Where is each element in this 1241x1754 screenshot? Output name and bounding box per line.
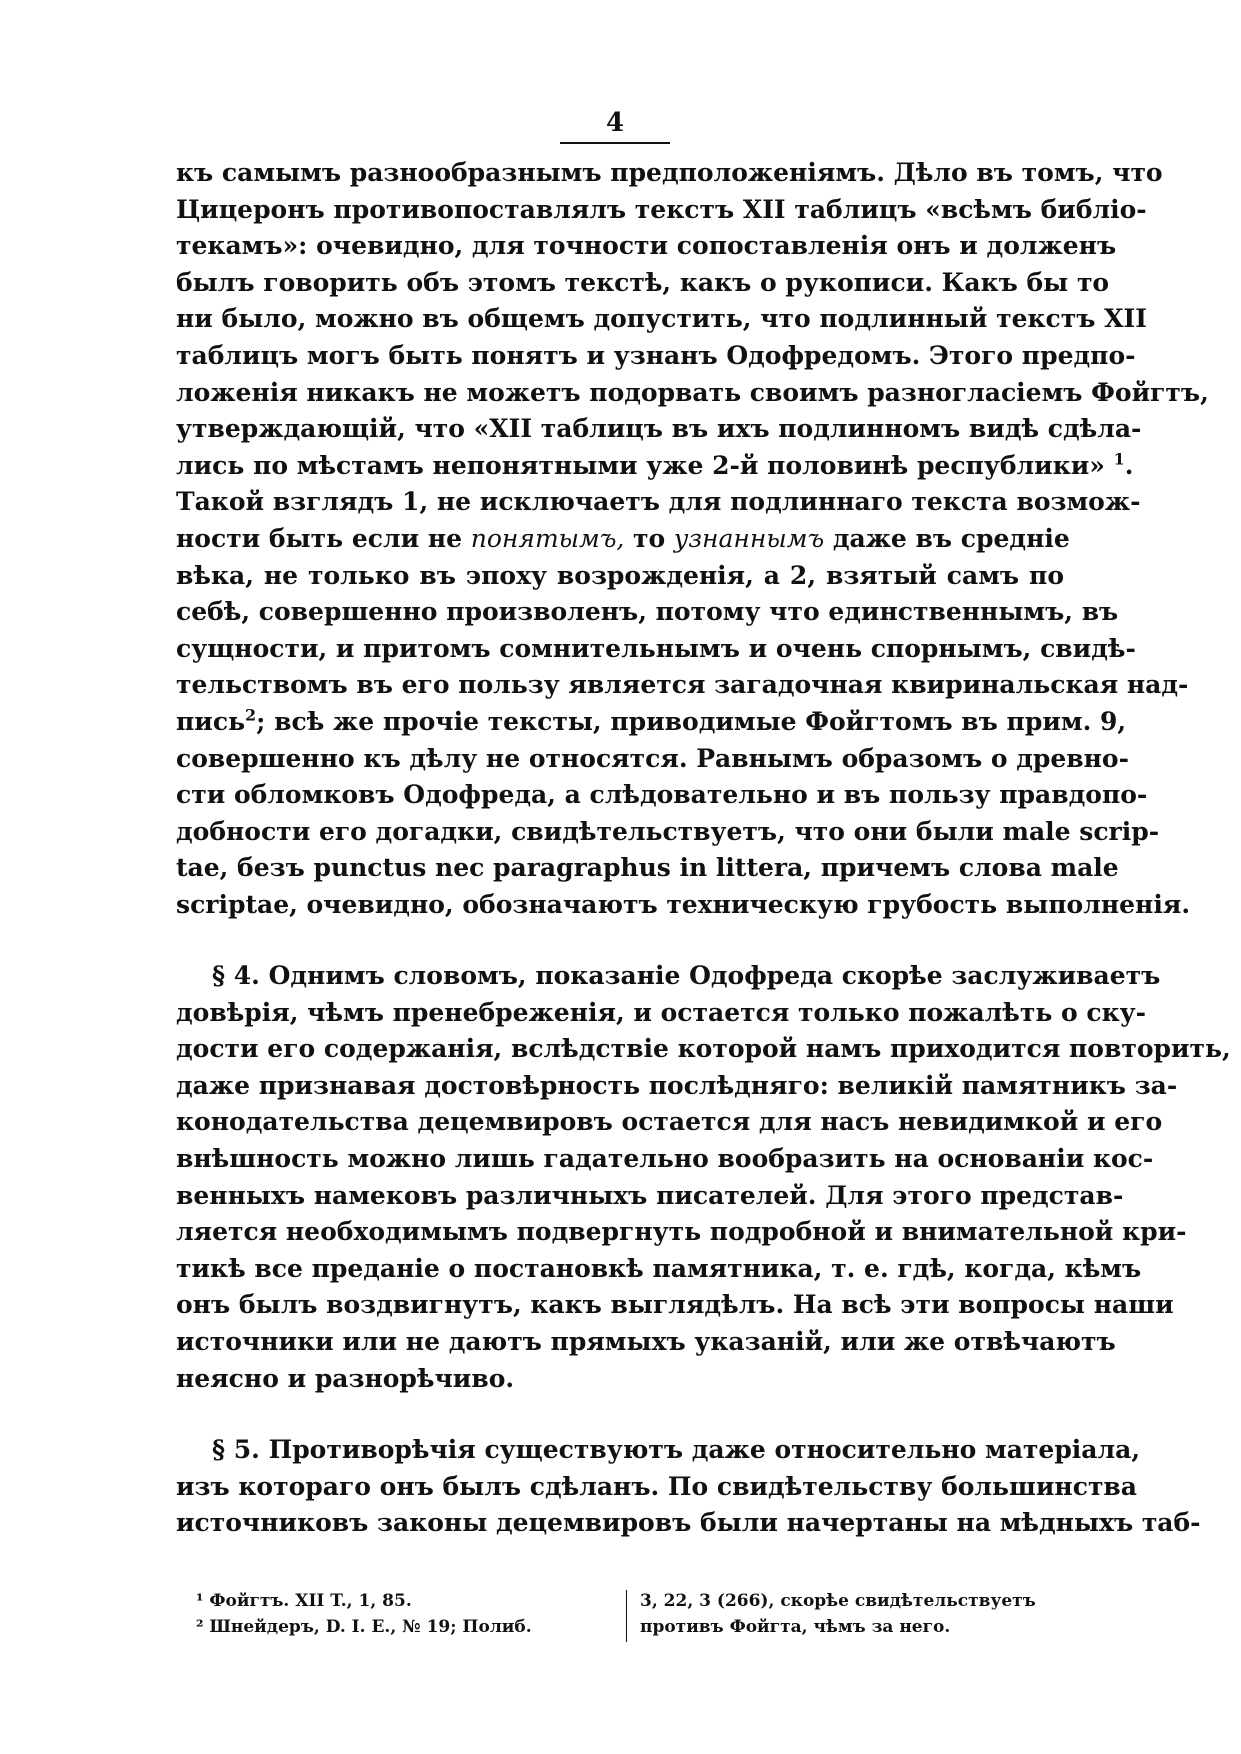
- text-line: неясно и разнорѣчиво.: [176, 1363, 515, 1393]
- text-line: себѣ, совершенно произволенъ, потому что единственнымъ, въ: [176, 597, 1119, 627]
- text-line: изъ котораго онъ былъ сдѣланъ. По свидѣтельству большинства: [176, 1471, 1137, 1501]
- section-5-paragraph: [176, 1432, 1201, 1542]
- text-line: конодательства децемвировъ остается для насъ невидимкой и его: [176, 1107, 1163, 1137]
- page-number: 4: [605, 108, 625, 138]
- text-line: даже признавая достовѣрность послѣдняго: великій памятникъ за-: [176, 1070, 1178, 1100]
- text-line: утверждающій, что «XII таблицъ въ ихъ подлинномъ видѣ сдѣла-: [176, 414, 1142, 444]
- footnote-2-continuation: 3, 22, 3 (266), скорѣе свидѣтельствуетъ: [640, 1591, 1036, 1611]
- text-segment: ; всѣ же прочіе тексты, приводимые Фойгтомъ въ прим. 9,: [256, 706, 1127, 736]
- text-segment: пись: [176, 706, 246, 736]
- text-line: scriptae, очевидно, обозначаютъ техническую грубость выполненія.: [176, 889, 1191, 919]
- text-line: ложенія никакъ не можетъ подорвать своимъ разногласіемъ Фойгтъ,: [176, 377, 1209, 407]
- footnote-2-continuation: противъ Фойгта, чѣмъ за него.: [640, 1617, 951, 1637]
- text-line: ни было, можно въ общемъ допустить, что подлинный текстъ XII: [176, 304, 1147, 334]
- text-line: Такой взглядъ 1, не исключаетъ для подлиннаго текста возмож-: [176, 487, 1141, 517]
- text-segment: ности быть если не: [176, 523, 463, 553]
- text-line: тикѣ все преданіе о постановкѣ памятника, т. е. гдѣ, когда, кѣмъ: [176, 1253, 1142, 1283]
- footnotes-right-column: [640, 1588, 1100, 1640]
- text-line: сущности, и притомъ сомнительнымъ и очень спорнымъ, свидѣ-: [176, 633, 1136, 663]
- footnote-ref-2: 2: [245, 705, 257, 725]
- text-line: сти обломковъ Одофреда, а слѣдовательно и въ пользу правдопо-: [176, 780, 1148, 810]
- text-line: таблицъ могъ быть понятъ и узнанъ Одофредомъ. Этого предпо-: [176, 340, 1136, 370]
- text-line: онъ былъ воздвигнутъ, какъ выглядѣлъ. На всѣ эти вопросы наши: [176, 1290, 1174, 1320]
- text-line: источники или не даютъ прямыхъ указаній, или же отвѣчаютъ: [176, 1326, 1116, 1356]
- text-line: [176, 704, 1127, 741]
- text-line: [176, 521, 1070, 558]
- text-line: вѣка, не только въ эпоху возрожденія, а 2, взятый самъ по: [176, 560, 1064, 590]
- text-line: tae, безъ punctus nec paragraphus in littera, причемъ слова male: [176, 853, 1119, 883]
- text-line: къ самымъ разнообразнымъ предположеніямъ. Дѣло въ томъ, что: [176, 158, 1163, 187]
- text-segment: даже въ средніе: [824, 523, 1070, 553]
- page-number-rule: [560, 142, 670, 144]
- text-line: текамъ»: очевидно, для точности сопоставленія онъ и долженъ: [176, 231, 1117, 261]
- text-line: довѣрія, чѣмъ пренебреженія, и остается только пожалѣть о ску-: [176, 997, 1147, 1027]
- text-line: дости его содержанія, вслѣдствіе которой намъ приходится повторить,: [176, 1034, 1231, 1064]
- footnotes-left-column: [196, 1588, 616, 1640]
- text-line: добности его догадки, свидѣтельствуетъ, что они были male scrip-: [176, 816, 1160, 846]
- footnote-column-divider: [626, 1590, 627, 1642]
- text-line: Цицеронъ противопоставлялъ текстъ XII таблицъ «всѣмъ библіо-: [176, 194, 1147, 224]
- text-line: былъ говорить объ этомъ текстѣ, какъ о рукописи. Какъ бы то: [176, 267, 1110, 297]
- footnote-1: ¹ Фойгтъ. XII T., 1, 85.: [196, 1591, 412, 1611]
- text-line: источниковъ законы децемвировъ были начертаны на мѣдныхъ таб-: [176, 1508, 1201, 1538]
- italic-text: узнаннымъ: [673, 523, 825, 553]
- text-line: § 5. Противорѣчія существуютъ даже относительно матеріала,: [212, 1435, 1141, 1464]
- text-line: § 4. Однимъ словомъ, показаніе Одофреда скорѣе заслуживаетъ: [212, 961, 1161, 990]
- section-4-paragraph: [176, 958, 1231, 1397]
- text-line: венныхъ намековъ различныхъ писателей. Для этого представ-: [176, 1180, 1124, 1210]
- italic-text: понятымъ,: [470, 523, 625, 553]
- text-segment: .: [1124, 450, 1134, 480]
- text-line: внѣшность можно лишь гадательно вообразить на основаніи кос-: [176, 1143, 1154, 1173]
- text-line: [176, 448, 1134, 485]
- text-line: ляется необходимымъ подвергнуть подробной и внимательной кри-: [176, 1217, 1187, 1247]
- text-segment: лись по мѣстамъ непонятными уже 2-й половинѣ республики»: [176, 450, 1105, 480]
- paragraph-continuation: [176, 155, 1209, 923]
- footnote-2: ² Шнейдеръ, D. I. E., № 19; Полиб.: [196, 1617, 532, 1637]
- text-line: тельствомъ въ его пользу является загадочная квиринальская над-: [176, 670, 1189, 700]
- text-line: совершенно къ дѣлу не относятся. Равнымъ образомъ о древно-: [176, 743, 1129, 773]
- text-segment: то: [624, 523, 674, 553]
- footnote-ref-1: 1: [1113, 449, 1125, 469]
